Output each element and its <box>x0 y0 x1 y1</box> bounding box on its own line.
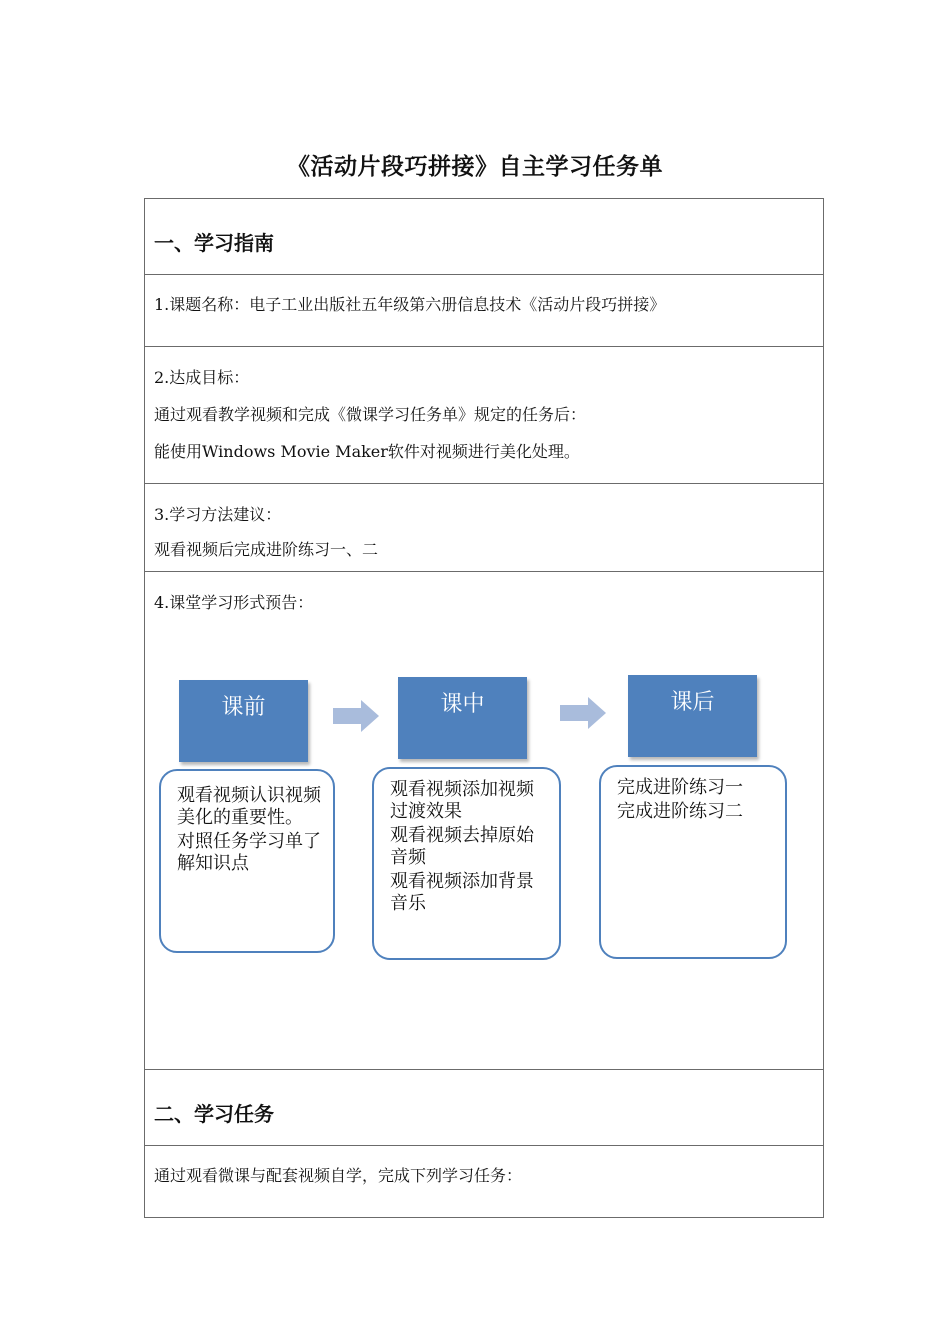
goal-line-2: 能使用Windows Movie Maker软件对视频进行美化处理。 <box>154 442 580 461</box>
phase-header-during: 课中 <box>398 677 527 759</box>
phase-box-after <box>599 765 787 959</box>
preview-label: 4.课堂学习形式预告： <box>154 593 314 612</box>
phase-item: 完成进阶练习二 <box>617 801 743 822</box>
phase-header-before: 课前 <box>179 680 308 762</box>
arrow-right-icon <box>333 700 379 732</box>
goal-label: 2.达成目标： <box>154 368 250 387</box>
phase-item: 观看视频添加视频过渡效果 <box>390 779 534 822</box>
arrow-right-icon <box>560 697 606 729</box>
row-goal <box>145 346 823 484</box>
row-guide-heading <box>145 199 823 274</box>
row-preview <box>145 571 823 1070</box>
phase-box-during <box>372 767 561 960</box>
phase-item: 完成进阶练习一 <box>617 777 743 798</box>
row-method <box>145 483 823 572</box>
task-table <box>144 198 824 1218</box>
page-title: 《活动片段巧拼接》自主学习任务单 <box>287 154 663 180</box>
phase-item: 观看视频添加背景音乐 <box>390 871 534 914</box>
phase-item: 对照任务学习单了解知识点 <box>177 831 321 874</box>
phase-item: 观看视频去掉原始音频 <box>390 825 534 868</box>
section-heading-tasks: 二、学习任务 <box>154 1102 274 1126</box>
section-heading-guide: 一、学习指南 <box>154 231 274 255</box>
method-label: 3.学习方法建议： <box>154 505 282 524</box>
method-text: 观看视频后完成进阶练习一、二 <box>154 540 379 559</box>
row-topic <box>145 274 823 347</box>
topic-text: 1.课题名称：电子工业出版社五年级第六册信息技术《活动片段巧拼接》 <box>154 295 666 314</box>
phase-header-after: 课后 <box>628 675 757 757</box>
tasks-intro-text: 通过观看微课与配套视频自学，完成下列学习任务： <box>154 1166 523 1185</box>
phase-item: 观看视频认识视频美化的重要性。 <box>177 785 321 828</box>
goal-line-1: 通过观看教学视频和完成《微课学习任务单》规定的任务后： <box>154 405 587 424</box>
phase-box-before <box>159 769 335 953</box>
row-tasks-intro <box>145 1145 823 1218</box>
row-tasks-heading <box>145 1069 823 1146</box>
